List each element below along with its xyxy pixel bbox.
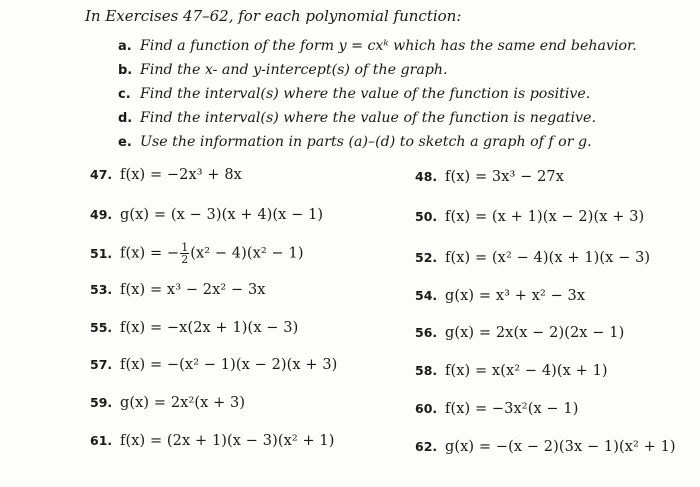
part-letter: d. xyxy=(118,111,133,126)
exercise-expression-suffix: (x² − 4)(x² − 1) xyxy=(190,245,304,262)
exercise-number: 61. xyxy=(90,433,113,448)
part-text: Find the interval(s) where the value of the function is negative. xyxy=(140,110,596,126)
exercise-number: 59. xyxy=(90,395,113,410)
exercise-57 xyxy=(90,355,337,375)
exercise-expression: f(x) = 3x³ − 27x xyxy=(445,169,565,185)
exercise-number: 51. xyxy=(90,245,113,261)
part-text: Find the interval(s) where the value of the function is positive. xyxy=(140,86,591,102)
exercise-59 xyxy=(90,393,245,413)
exercise-49 xyxy=(90,205,323,225)
exercise-expression: f(x) = (x + 1)(x − 2)(x + 3) xyxy=(445,209,645,225)
exercise-number: 57. xyxy=(90,357,113,372)
part-d xyxy=(118,106,637,130)
part-letter: c. xyxy=(118,87,131,102)
exercise-expression: g(x) = 2x(x − 2)(2x − 1) xyxy=(445,325,625,341)
part-letter: b. xyxy=(118,63,133,78)
exercise-number: 50. xyxy=(415,209,438,224)
exercise-expression: g(x) = −(x − 2)(3x − 1)(x² + 1) xyxy=(445,439,676,455)
part-b xyxy=(118,58,637,82)
exercise-60 xyxy=(415,399,578,419)
part-text: Use the information in parts (a)–(d) to sketch a graph of f or g. xyxy=(140,134,592,150)
exercise-instructions: In Exercises 47–62, for each polynomial function: xyxy=(85,7,462,25)
exercise-51 xyxy=(90,242,304,265)
exercise-expression: f(x) = −x(2x + 1)(x − 3) xyxy=(120,320,299,336)
part-letter: e. xyxy=(118,135,132,150)
exercise-expression: g(x) = x³ + x² − 3x xyxy=(445,288,586,304)
exercise-expression: g(x) = (x − 3)(x + 4)(x − 1) xyxy=(120,207,324,223)
exercise-54 xyxy=(415,286,585,306)
exercise-53 xyxy=(90,280,266,300)
exercise-52 xyxy=(415,248,650,268)
part-e xyxy=(118,130,637,154)
exercise-number: 62. xyxy=(415,439,438,454)
exercise-number: 47. xyxy=(90,167,113,182)
exercise-expression: f(x) = −3x²(x − 1) xyxy=(445,401,579,417)
exercise-47 xyxy=(90,165,242,185)
exercise-number: 48. xyxy=(415,169,438,184)
exercise-55 xyxy=(90,318,298,338)
instruction-parts-list xyxy=(118,34,637,154)
exercise-48 xyxy=(415,167,564,187)
exercise-62 xyxy=(415,437,676,457)
exercise-number: 49. xyxy=(90,207,113,222)
exercise-number: 55. xyxy=(90,320,113,335)
exercise-number: 60. xyxy=(415,401,438,416)
part-c xyxy=(118,82,637,106)
exercise-number: 56. xyxy=(415,325,438,340)
fraction-one-half xyxy=(180,242,189,265)
exercise-58 xyxy=(415,361,608,381)
exercise-expression: f(x) = x³ − 2x² − 3x xyxy=(120,282,266,298)
exercise-expression-prefix: f(x) = − xyxy=(120,245,180,262)
exercise-expression: f(x) = (2x + 1)(x − 3)(x² + 1) xyxy=(120,433,335,449)
exercise-61 xyxy=(90,431,335,451)
exercise-expression: f(x) = −2x³ + 8x xyxy=(120,167,242,183)
exercise-expression: f(x) = −(x² − 1)(x − 2)(x + 3) xyxy=(120,357,338,373)
exercise-expression: g(x) = 2x²(x + 3) xyxy=(120,395,246,411)
part-a xyxy=(118,34,637,58)
part-text: Find a function of the form y = cxᵏ which has the same end behavior. xyxy=(140,38,637,54)
exercise-expression: f(x) = (x² − 4)(x + 1)(x − 3) xyxy=(445,250,651,266)
exercise-50 xyxy=(415,207,644,227)
exercise-number: 58. xyxy=(415,363,438,378)
exercise-56 xyxy=(415,323,624,343)
part-text: Find the x- and y-intercept(s) of the graph. xyxy=(140,62,448,78)
exercise-expression: f(x) = x(x² − 4)(x + 1) xyxy=(445,363,608,379)
exercise-number: 54. xyxy=(415,288,438,303)
exercise-number: 52. xyxy=(415,250,438,265)
fraction-numerator: 1 xyxy=(181,241,189,254)
fraction-denominator: 2 xyxy=(181,253,189,266)
part-letter: a. xyxy=(118,39,132,54)
exercise-number: 53. xyxy=(90,282,113,297)
